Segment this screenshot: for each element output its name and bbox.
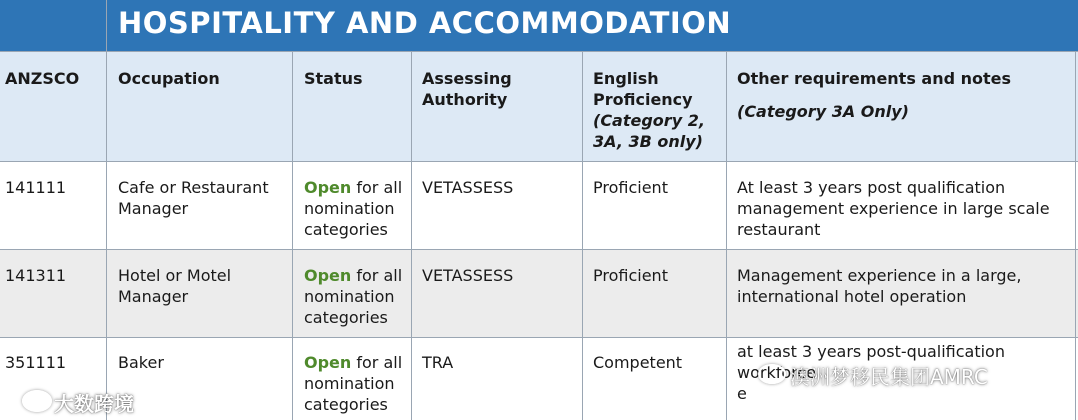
divider: [0, 337, 1078, 338]
notes-line: e: [737, 384, 747, 403]
status-open: Open: [304, 266, 352, 285]
header-other-line: Other requirements and notes: [737, 69, 1012, 88]
cell-anzsco: 141311: [5, 266, 67, 285]
cell-occupation: [118, 177, 269, 219]
header-anzsco: ANZSCO: [5, 69, 80, 88]
status-open: Open: [304, 178, 352, 197]
header-english-line2: Proficiency: [593, 90, 693, 109]
cell-occupation: [118, 265, 231, 307]
status-open: Open: [304, 353, 352, 372]
cell-status: [304, 265, 402, 328]
header-status: Status: [304, 69, 363, 88]
header-other-note: (Category 3A Only): [737, 102, 909, 121]
notes-line: international hotel operation: [737, 287, 967, 306]
status-text: categories: [304, 308, 388, 327]
wechat-icon: [758, 364, 786, 384]
header-english-note-line1: (Category 2,: [593, 111, 705, 130]
divider: [292, 52, 293, 420]
status-text: for all: [351, 353, 403, 372]
status-text: for all: [351, 178, 403, 197]
cell-english: Proficient: [593, 266, 668, 285]
watermark-logo-icon: [22, 390, 52, 412]
cell-notes: [737, 177, 1050, 240]
divider: [726, 52, 727, 420]
divider: [0, 249, 1078, 250]
header-assessing-authority: [422, 68, 512, 110]
divider: [0, 161, 1078, 162]
notes-line: At least 3 years post qualification: [737, 178, 1006, 197]
cell-occupation: Baker: [118, 353, 164, 372]
cell-status: [304, 352, 402, 415]
status-text: nomination: [304, 287, 395, 306]
header-english-proficiency: [593, 68, 705, 152]
watermark-right: 澳洲梦移民集团AMRC: [790, 365, 988, 389]
status-text: for all: [351, 266, 403, 285]
occupation-line: Cafe or Restaurant: [118, 178, 269, 197]
header-assessing-line2: Authority: [422, 90, 508, 109]
divider: [411, 52, 412, 420]
divider: [582, 52, 583, 420]
occupation-line: Manager: [118, 287, 189, 306]
header-english-note-line2: 3A, 3B only): [593, 132, 703, 151]
notes-line: management experience in large scale: [737, 199, 1050, 218]
section-title: HOSPITALITY AND ACCOMMODATION: [107, 0, 1078, 51]
cell-status: [304, 177, 402, 240]
cell-english: Proficient: [593, 178, 668, 197]
cell-authority: TRA: [422, 353, 454, 372]
status-text: categories: [304, 395, 388, 414]
status-text: categories: [304, 220, 388, 239]
header-english-line1: English: [593, 69, 659, 88]
divider: [1075, 52, 1076, 420]
header-occupation: Occupation: [118, 69, 220, 88]
status-text: nomination: [304, 374, 395, 393]
cell-authority: VETASSESS: [422, 266, 514, 285]
notes-line: at least 3 years post-qualification workforce: [737, 342, 1005, 382]
cell-english: Competent: [593, 353, 683, 372]
occupation-line: Hotel or Motel: [118, 266, 232, 285]
notes-line: Management experience in a large,: [737, 266, 1022, 285]
cell-anzsco: 141111: [5, 178, 67, 197]
occupation-line: Manager: [118, 199, 189, 218]
cell-authority: VETASSESS: [422, 178, 514, 197]
status-text: nomination: [304, 199, 395, 218]
notes-line: restaurant: [737, 220, 821, 239]
cell-notes: [737, 265, 1021, 307]
header-assessing-line1: Assessing: [422, 69, 512, 88]
header-other-requirements: [737, 68, 1011, 122]
title-band-left: [0, 0, 106, 51]
divider: [0, 51, 1078, 52]
watermark-left: 大数跨境: [54, 392, 134, 416]
divider: [106, 0, 107, 420]
cell-anzsco: 351111: [5, 353, 67, 372]
